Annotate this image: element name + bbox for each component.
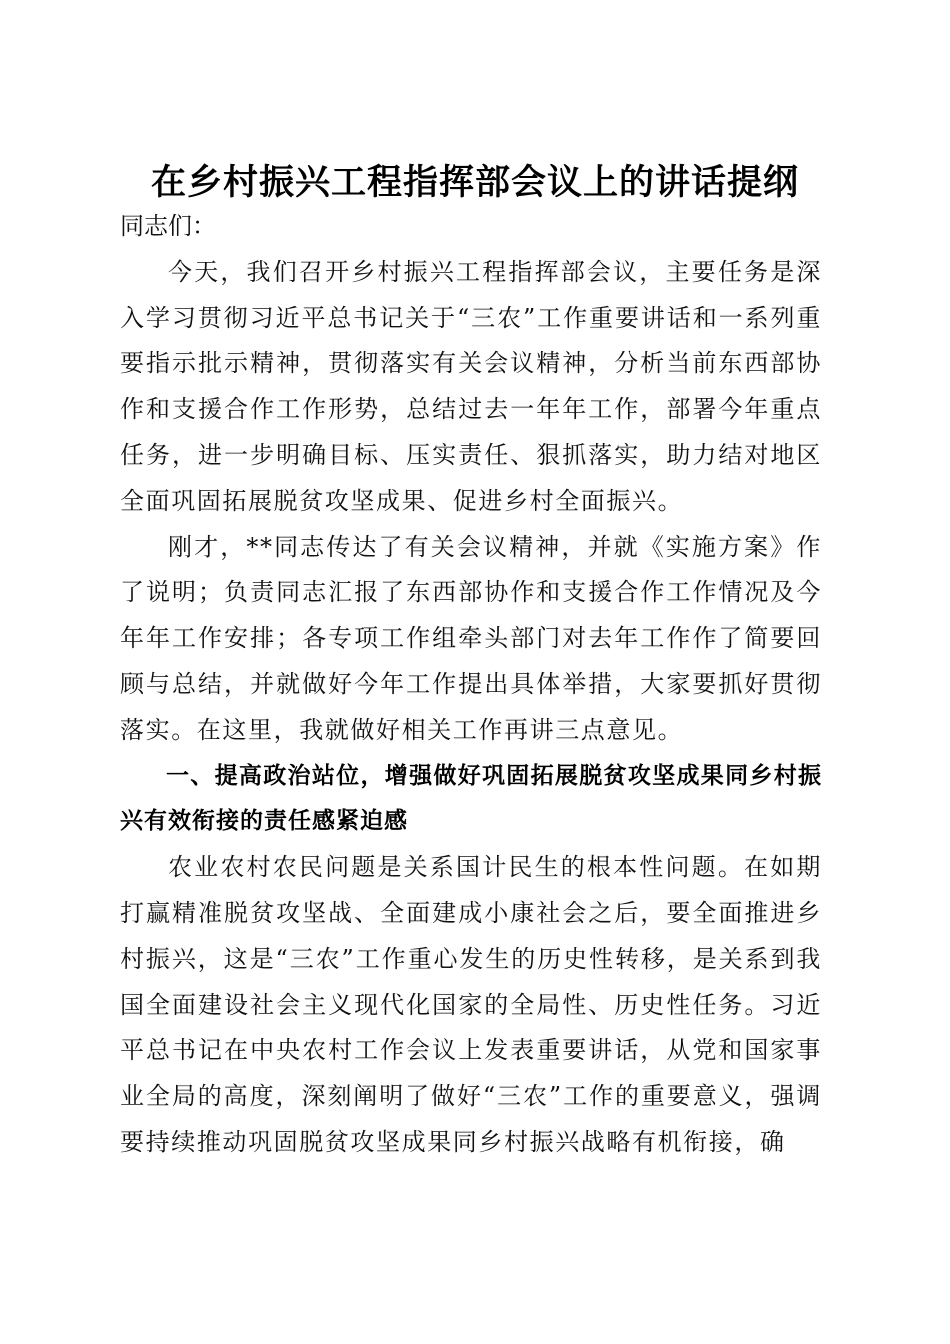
body-paragraph-1: 今天，我们召开乡村振兴工程指挥部会议，主要任务是深入学习贯彻习近平总书记关于“三农”工作重要讲话和一系列重要指示批示精神，贯彻落实有关会议精神，分析当前东西部协作和支援合作工作形势，总结过去一年年工作，部署今年重点任务，进一步明确目标、压实责任、狠抓落实，助力结对地区全面巩固拓展脱贫攻坚成果、促进乡村全面振兴。 (120, 257, 822, 515)
document-body (120, 204, 822, 1166)
document-title: 在乡村振兴工程指挥部会议上的讲话提纲 (150, 162, 799, 204)
section-heading-1: 一、提高政治站位，增强做好巩固拓展脱贫攻坚成果同乡村振兴有效衔接的责任感紧迫感 (120, 762, 822, 835)
body-paragraph-2: 刚才，**同志传达了有关会议精神，并就《实施方案》作了说明；负责同志汇报了东西部协作和支援合作工作情况及今年年工作安排；各专项工作组牵头部门对去年工作作了简要回顾与总结，并就做好今年工作提出具体举措，大家要抓好贯彻落实。在这里，我就做好相关工作再讲三点意见。 (120, 532, 822, 744)
salutation: 同志们： (120, 212, 216, 240)
section-paragraph-1: 农业农村农民问题是关系国计民生的根本性问题。在如期打赢精准脱贫攻坚战、全面建成小康社会之后，要全面推进乡村振兴，这是“三农”工作重心发生的历史性转移，是关系到我国全面建设社会主义现代化国家的全局性、历史性任务。习近平总书记在中央农村工作会议上发表重要讲话，从党和国家事业全局的高度，深刻阐明了做好“三农”工作的重要意义，强调要持续推动巩固脱贫攻坚成果同乡村振兴战略有机衔接，确 (120, 853, 822, 1156)
